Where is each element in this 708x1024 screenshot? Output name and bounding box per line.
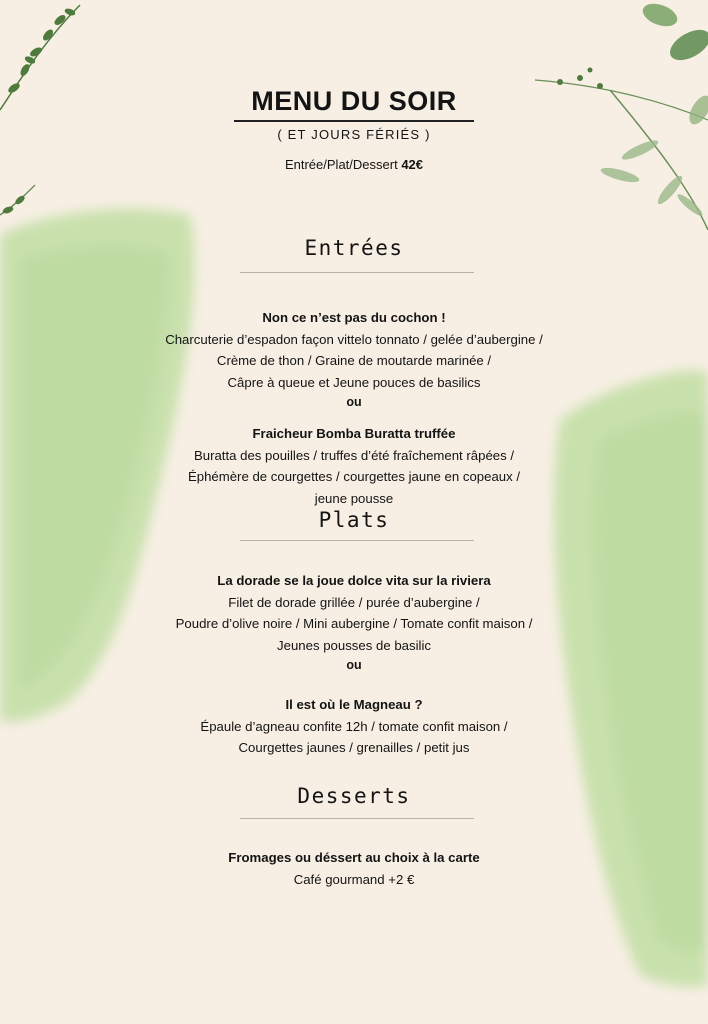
dish-plat-2 [0, 694, 708, 759]
dish-line: Épaule d’agneau confite 12h / tomate confit maison / [200, 718, 508, 734]
section-title-plats: Plats [318, 508, 390, 532]
dish-dessert-1 [0, 847, 708, 890]
dish-line: Charcuterie d’espadon façon vittelo tonnato / gelée d’aubergine / [165, 331, 543, 347]
dish-name: Fromages ou déssert au choix à la carte [228, 850, 480, 865]
section-title-desserts: Desserts [297, 784, 411, 808]
dish-name: La dorade se la joue dolce vita sur la riviera [217, 573, 491, 588]
dish-entree-2 [0, 423, 708, 509]
menu-price-line [0, 157, 708, 172]
dish-line: Poudre d’olive noire / Mini aubergine / Tomate confit maison / [175, 616, 533, 631]
dish-line: Courgettes jaunes / grenailles / petit jus [238, 740, 470, 755]
section-rule-desserts [240, 818, 474, 819]
dish-plat-1 [0, 570, 708, 656]
dish-entree-1 [0, 307, 708, 393]
price-label: Entrée/Plat/Dessert [284, 157, 398, 172]
dish-line: Buratta des pouilles / truffes d’été fraîchement râpées / [193, 447, 515, 463]
menu-subtitle: ( ET JOURS FÉRIÉS ) [277, 127, 431, 142]
or-separator: ou [346, 395, 362, 409]
dish-line: Câpre à queue et Jeune pouces de basilics [227, 374, 481, 390]
section-rule-entrees [240, 272, 474, 273]
dish-line: Café gourmand +2 € [293, 871, 415, 887]
section-rule-plats [240, 540, 474, 541]
dish-name: Il est où le Magneau ? [285, 697, 423, 712]
dish-line: Jeunes pousses de basilic [277, 637, 431, 653]
menu-title: MENU DU SOIR [251, 86, 457, 116]
section-title-entrees: Entrées [304, 236, 404, 260]
dish-line: Éphémère de courgettes / courgettes jaune en copeaux / [187, 469, 521, 484]
price-value: 42€ [401, 157, 424, 172]
dish-line: jeune pousse [314, 490, 394, 506]
dish-line: Filet de dorade grillée / purée d’aubergine / [228, 594, 480, 610]
dish-line: Crème de thon / Graine de moutarde marinée / [216, 353, 492, 368]
dish-name: Fraicheur Bomba Buratta truffée [252, 426, 456, 441]
title-underline [234, 120, 474, 122]
or-separator: ou [346, 658, 362, 672]
dish-name: Non ce n’est pas du cochon ! [262, 310, 446, 325]
